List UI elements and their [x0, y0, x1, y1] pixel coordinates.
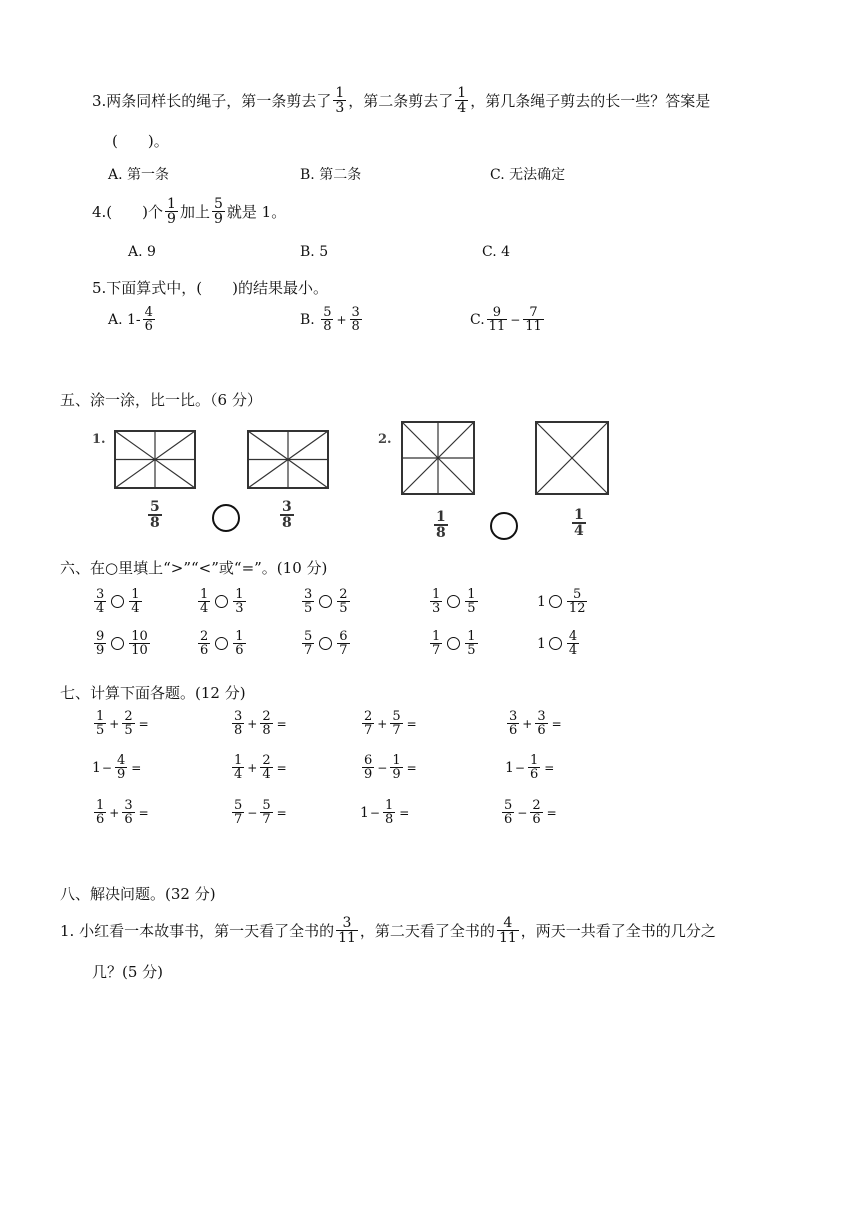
equals-sign: =: [131, 760, 142, 775]
operator: −: [247, 805, 258, 820]
q4-mid: 加上: [179, 203, 210, 221]
equals-sign: =: [276, 805, 287, 820]
first-fraction: $\frac{6}{9}$: [364, 753, 373, 782]
left-fraction: $\frac{5}{7}$: [304, 629, 313, 658]
left-fraction: $\frac{1}{4}$: [200, 587, 209, 616]
shading-figures: [0, 0, 860, 560]
equals-sign: =: [551, 716, 562, 731]
calc-item: [360, 710, 417, 737]
compare-circle-1[interactable]: [212, 504, 240, 532]
whole-number: 1: [537, 593, 546, 610]
section-7-row-3: [0, 799, 860, 839]
section-7-row-2: [0, 754, 860, 794]
problem-1-fraction-1: $\frac{3}{11}$: [338, 915, 356, 946]
operator: +: [109, 805, 120, 820]
calc-item: [92, 754, 141, 781]
second-fraction: $\frac{3}{6}$: [124, 798, 133, 827]
right-fraction: $\frac{1}{3}$: [235, 587, 244, 616]
right-fraction: $\frac{4}{4}$: [568, 629, 578, 658]
right-fraction: $\frac{6}{7}$: [339, 629, 348, 658]
q3-fraction-2: $\frac{1}{4}$: [457, 85, 467, 116]
q3-fraction-1: $\frac{1}{3}$: [335, 85, 345, 116]
compare-item: [92, 588, 144, 615]
left-fraction: $\frac{9}{9}$: [96, 629, 105, 658]
second-fraction: $\frac{2}{4}$: [262, 753, 271, 782]
whole-number: 1: [92, 759, 101, 776]
operator: −: [517, 805, 528, 820]
right-fraction: $\frac{1}{4}$: [131, 587, 140, 616]
first-fraction: $\frac{3}{6}$: [509, 709, 518, 738]
q5-option-b: B. $\frac{5}{8}$ + $\frac{3}{8}$: [300, 305, 360, 334]
section-8-title: 八、解决问题。(32 分): [60, 885, 216, 903]
compare-circle[interactable]: [215, 637, 228, 650]
right-fraction: $\frac{1}{6}$: [235, 629, 244, 658]
compare-item: [196, 588, 248, 615]
q4-fraction-1: $\frac{1}{9}$: [167, 196, 176, 227]
compare-circle[interactable]: [319, 637, 332, 650]
right-fraction: $\frac{1}{5}$: [467, 587, 476, 616]
compare-item: [300, 630, 352, 657]
q5-b-fraction-2: $\frac{3}{8}$: [351, 305, 360, 334]
first-fraction: $\frac{1}{4}$: [234, 753, 243, 782]
compare-circle[interactable]: [319, 595, 332, 608]
second-fraction: $\frac{2}{5}$: [124, 709, 133, 738]
rectangle-eighths-2: [248, 431, 328, 488]
section-7-title: 七、计算下面各题。(12 分): [60, 684, 246, 702]
right-fraction: $\frac{5}{12}$: [568, 587, 586, 616]
operator: +: [522, 716, 533, 731]
q4-fraction-2: $\frac{5}{9}$: [213, 196, 223, 227]
q5-a-fraction: $\frac{4}{6}$: [144, 305, 153, 334]
left-fraction: $\frac{1}{7}$: [432, 629, 441, 658]
second-fraction: $\frac{1}{6}$: [529, 753, 539, 782]
section-5-fraction-3-8: $\frac{3}{8}$: [282, 499, 292, 531]
first-fraction: $\frac{1}{5}$: [96, 709, 105, 738]
second-fraction: $\frac{5}{7}$: [392, 709, 401, 738]
first-fraction: $\frac{2}{7}$: [364, 709, 373, 738]
first-fraction: $\frac{1}{6}$: [96, 798, 105, 827]
left-fraction: $\frac{1}{3}$: [432, 587, 441, 616]
compare-item: [196, 630, 248, 657]
right-fraction: $\frac{1}{5}$: [467, 629, 476, 658]
operator: +: [247, 760, 258, 775]
calc-item: [500, 799, 557, 826]
second-fraction: $\frac{1}{9}$: [392, 753, 401, 782]
problem-1-line-2: 几？(5 分): [92, 963, 164, 981]
section-5-fraction-5-8: $\frac{5}{8}$: [150, 499, 160, 531]
calc-item: [360, 754, 417, 781]
second-fraction: $\frac{5}{7}$: [262, 798, 271, 827]
calc-item: [230, 799, 287, 826]
calc-item: [505, 754, 554, 781]
second-fraction: $\frac{4}{9}$: [116, 753, 126, 782]
section-6-title: 六、在○里填上“>”“<”或“=”。(10 分): [60, 559, 328, 577]
q5-option-a: A. 1- $\frac{4}{6}$: [108, 305, 153, 334]
q5-text: 5.下面算式中，( )的结果最小。: [92, 279, 329, 297]
calc-item: [360, 799, 409, 826]
q5-option-c: C. $\frac{9}{11}$ − $\frac{7}{11}$: [470, 305, 542, 334]
compare-circle[interactable]: [549, 637, 562, 650]
left-fraction: $\frac{3}{5}$: [304, 587, 313, 616]
rectangle-eighths-1: [115, 431, 195, 488]
square-quarters: [536, 422, 608, 494]
compare-circle[interactable]: [447, 637, 460, 650]
equals-sign: =: [546, 805, 557, 820]
equals-sign: =: [138, 716, 149, 731]
operator: +: [247, 716, 258, 731]
q3-option-a: A. 第一条: [108, 167, 170, 183]
right-fraction: $\frac{2}{5}$: [339, 587, 348, 616]
problem-1-fraction-2: $\frac{4}{11}$: [498, 915, 517, 946]
q5-b-fraction-1: $\frac{5}{8}$: [323, 305, 332, 334]
q4-option-a: A. 9: [128, 244, 156, 260]
q3-paren: ( )。: [112, 132, 169, 150]
calc-item: [505, 710, 562, 737]
equals-sign: =: [138, 805, 149, 820]
equals-sign: =: [406, 760, 417, 775]
equals-sign: =: [544, 760, 555, 775]
compare-circle[interactable]: [111, 595, 124, 608]
compare-item: [428, 588, 480, 615]
group-1-label: 1.: [92, 432, 106, 447]
group-2-label: 2.: [378, 432, 392, 447]
compare-circle[interactable]: [549, 595, 562, 608]
second-fraction: $\frac{2}{6}$: [532, 798, 541, 827]
first-fraction: $\frac{5}{6}$: [504, 798, 513, 827]
operator: −: [377, 760, 388, 775]
compare-item: [92, 630, 152, 657]
section-5-fraction-1-8: $\frac{1}{8}$: [436, 509, 446, 541]
square-eighths: [402, 422, 474, 494]
operator: −: [101, 760, 112, 775]
q3-suffix: ，第几条绳子剪去的长一些？答案是: [470, 92, 711, 110]
q3-option-c: C. 无法确定: [490, 167, 566, 183]
first-fraction: $\frac{3}{8}$: [234, 709, 243, 738]
second-fraction: $\frac{1}{8}$: [384, 798, 394, 827]
equals-sign: =: [399, 805, 410, 820]
compare-item: [537, 588, 589, 615]
equals-sign: =: [276, 760, 287, 775]
q5-c-fraction-2: $\frac{7}{11}$: [525, 305, 542, 334]
q4-suffix: 就是 1。: [226, 203, 287, 221]
whole-number: 1: [360, 804, 369, 821]
right-fraction: $\frac{10}{10}$: [131, 629, 148, 658]
section-6-row-1: [0, 588, 860, 628]
problem-1-line-1: 1. 小红看一本故事书，第一天看了全书的 $\frac{3}{11}$ ，第二天看了全书的 $\frac{4}{11}$ ，两天一共看了全书的几分之: [60, 915, 716, 946]
q4-option-b: B. 5: [300, 244, 329, 260]
operator: +: [377, 716, 388, 731]
operator: −: [369, 805, 380, 820]
calc-item: [230, 754, 287, 781]
section-5-title: 五、涂一涂，比一比。（6 分）: [60, 391, 262, 409]
q3-option-b: B. 第二条: [300, 167, 362, 183]
whole-number: 1: [537, 635, 546, 652]
second-fraction: $\frac{3}{6}$: [537, 709, 546, 738]
calc-item: [92, 799, 149, 826]
compare-item: [300, 588, 352, 615]
compare-item: [537, 630, 581, 657]
calc-item: [230, 710, 287, 737]
compare-circle[interactable]: [447, 595, 460, 608]
compare-circle[interactable]: [111, 637, 124, 650]
second-fraction: $\frac{2}{8}$: [262, 709, 271, 738]
compare-circle[interactable]: [215, 595, 228, 608]
q4-prefix: 4.( )个: [92, 203, 164, 221]
first-fraction: $\frac{5}{7}$: [234, 798, 243, 827]
section-6-row-2: [0, 630, 860, 670]
q4-option-c: C. 4: [482, 244, 511, 260]
whole-number: 1: [505, 759, 514, 776]
operator: +: [109, 716, 120, 731]
left-fraction: $\frac{2}{6}$: [200, 629, 209, 658]
q3-prefix: 3.两条同样长的绳子，第一条剪去了: [92, 92, 332, 110]
section-5-fraction-1-4: $\frac{1}{4}$: [574, 507, 584, 539]
compare-item: [428, 630, 480, 657]
left-fraction: $\frac{3}{4}$: [96, 587, 105, 616]
calc-item: [92, 710, 149, 737]
compare-circle-2[interactable]: [490, 512, 518, 540]
equals-sign: =: [276, 716, 287, 731]
q3-mid: ，第二条剪去了: [348, 92, 454, 110]
section-7-row-1: [0, 710, 860, 750]
equals-sign: =: [406, 716, 417, 731]
operator: −: [514, 760, 525, 775]
q5-c-fraction-1: $\frac{9}{11}$: [488, 305, 506, 334]
